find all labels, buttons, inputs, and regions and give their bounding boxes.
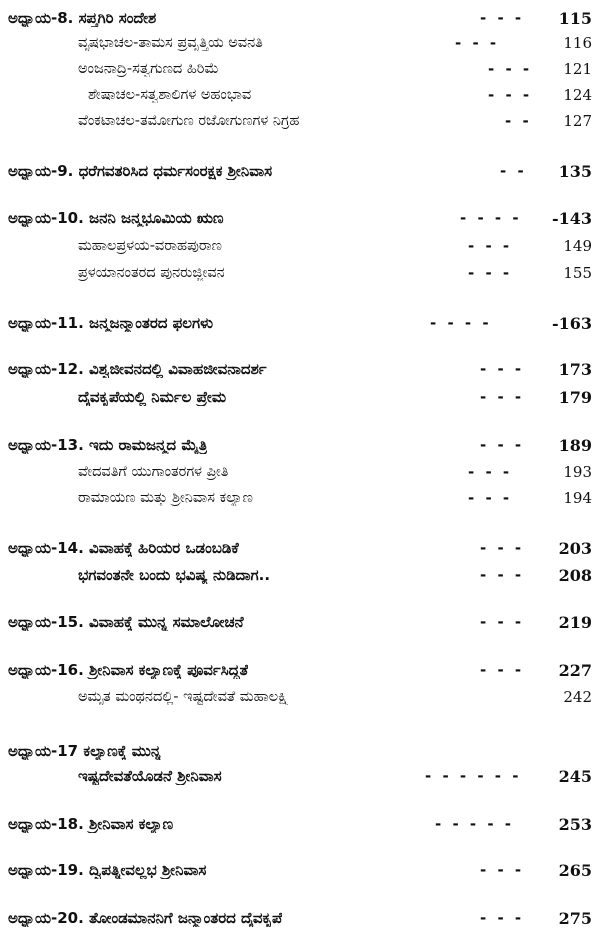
toc-entry — [0, 205, 600, 231]
section-title: ವೃಷಭಾಚಲ-ತಾಮಸ ಪ್ರವೃತ್ತಿಯ ಅವನತಿ — [78, 35, 263, 51]
leader-dashes: - - - — [455, 34, 500, 52]
toc-entry — [0, 609, 600, 635]
page-number: 189 — [558, 435, 592, 455]
page-number: 135 — [558, 161, 592, 181]
leader-dashes: - - - — [480, 436, 525, 454]
chapter-title: ಅಧ್ಯಾಯ-20. ತೋಂಡಮಾನನಿಗೆ ಜನ್ಮಾಂತರದ ದೈವಕೃಪೆ — [8, 909, 283, 927]
chapter-title: ಅಧ್ಯಾಯ-9. ಧರೆಗವತರಿಸಿದ ಧರ್ಮಸಂರಕ್ಷಕ ಶ್ರೀನಿವಾಸ — [8, 162, 273, 180]
page-number: 242 — [563, 688, 592, 706]
toc-entry — [0, 432, 600, 458]
page-number: 265 — [558, 860, 592, 880]
leader-dashes: - - - — [480, 661, 525, 679]
leader-dashes: - - - - — [430, 314, 492, 332]
chapter-title: ಅಧ್ಯಾಯ-11. ಜನ್ಮಜನ್ಮಾಂತರದ ಫಲಗಳು — [8, 314, 214, 332]
leader-dashes: - - - - - - — [425, 767, 522, 785]
leader-dashes: - - - — [480, 613, 525, 631]
toc-entry — [0, 763, 600, 789]
toc-entry — [0, 905, 600, 931]
chapter-title: ಅಧ್ಯಾಯ-18. ಶ್ರೀನಿವಾಸ ಕಲ್ಯಾಣ — [8, 815, 174, 833]
chapter-title: ಅಧ್ಯಾಯ-15. ವಿವಾಹಕ್ಕೆ ಮುನ್ನ ಸಮಾಲೋಚನೆ — [8, 613, 244, 631]
page-number: 149 — [563, 237, 592, 255]
page-number: -143 — [551, 208, 592, 228]
chapter-title: ಅಧ್ಯಾಯ-10. ಜನನಿ ಜನ್ಮಭೂಮಿಯ ಋಣ — [8, 209, 224, 227]
page-number: 155 — [563, 264, 592, 282]
toc-entry — [0, 485, 600, 511]
toc-entry — [0, 657, 600, 683]
section-title: ವೆಂಕಟಾಚಲ-ತಮೋಗುಣ ರಜೋಗುಣಗಳ ನಿಗ್ರಹ — [78, 113, 300, 129]
leader-dashes: - - - — [468, 264, 513, 282]
section-title: ಭಗವಂತನೇ ಬಂದು ಭವಿಷ್ಯ ನುಡಿದಾಗ.. — [78, 566, 271, 584]
page-number: 124 — [563, 86, 592, 104]
chapter-title: ಅಧ್ಯಾಯ-14. ವಿವಾಹಕ್ಕೆ ಹಿರಿಯರ ಒಡಂಬಡಿಕೆ — [8, 539, 239, 557]
chapter-title: ಅಧ್ಯಾಯ-8. ಸಪ್ತಗಿರಿ ಸಂದೇಶ — [8, 9, 157, 27]
toc-entry — [0, 811, 600, 837]
page-number: 121 — [563, 60, 592, 78]
page-number: 227 — [558, 660, 592, 680]
leader-dashes: - - - — [480, 9, 525, 27]
toc-entry — [0, 459, 600, 485]
page-number: 203 — [558, 538, 592, 558]
toc-entry — [0, 684, 600, 710]
toc-entry — [0, 233, 600, 259]
toc-entry — [0, 82, 600, 108]
chapter-title: ಅಧ್ಯಾಯ-19. ದ್ವಿಪತ್ನೀವಲ್ಲಭ ಶ್ರೀನಿವಾಸ — [8, 861, 207, 879]
section-title: ವೇದವತಿಗೆ ಯುಗಾಂತರಗಳ ಪ್ರೀತಿ — [78, 464, 229, 480]
page-number: 208 — [558, 565, 592, 585]
leader-dashes: - - - - — [460, 209, 522, 227]
page-number: 253 — [558, 814, 592, 834]
leader-dashes: - - - — [480, 909, 525, 927]
leader-dashes: - - - — [480, 388, 525, 406]
page-number: 194 — [563, 489, 592, 507]
toc-entry — [0, 158, 600, 184]
section-title: ಶೇಷಾಚಲ-ಸತ್ವಶಾಲಿಗಳ ಅಹಂಭಾವ — [88, 87, 252, 103]
page-number: 173 — [558, 359, 592, 379]
page-number: 245 — [558, 766, 592, 786]
section-title: ಪ್ರಳಯಾನಂತರದ ಪುನರುಜ್ಜೀವನ — [78, 265, 225, 281]
toc-entry — [0, 5, 600, 31]
leader-dashes: - - - — [488, 60, 533, 78]
toc-entry — [0, 260, 600, 286]
leader-dashes: - - — [500, 162, 527, 180]
page-number: -163 — [551, 313, 592, 333]
section-title: ದೈವಕೃಪೆಯಲ್ಲಿ ನಿರ್ಮಲ ಪ್ರೇಮ — [78, 388, 227, 406]
chapter-title: ಅಧ್ಯಾಯ-16. ಶ್ರೀನಿವಾಸ ಕಲ್ಯಾಣಕ್ಕೆ ಪೂರ್ವಸಿದ್ಧತೆ — [8, 661, 249, 679]
leader-dashes: - - — [505, 112, 532, 130]
section-title: ಅಮೃತ ಮಂಥನದಲ್ಲಿ- ಇಷ್ಟದೇವತೆ ಮಹಾಲಕ್ಷ್ಮಿ — [78, 689, 291, 705]
page-number: 193 — [563, 463, 592, 481]
leader-dashes: - - - — [480, 360, 525, 378]
toc-entry — [0, 56, 600, 82]
leader-dashes: - - - — [480, 566, 525, 584]
leader-dashes: - - - — [488, 86, 533, 104]
toc-entry — [0, 535, 600, 561]
leader-dashes: - - - — [480, 861, 525, 879]
page-number: 127 — [563, 112, 592, 130]
toc-entry — [0, 356, 600, 382]
leader-dashes: - - - — [480, 539, 525, 557]
section-title: ಇಷ್ಟದೇವತೆಯೊಡನೆ ಶ್ರೀನಿವಾಸ — [78, 767, 222, 785]
leader-dashes: - - - - - — [435, 815, 515, 833]
leader-dashes: - - - — [468, 489, 513, 507]
page-number: 179 — [558, 387, 592, 407]
chapter-title: ಅಧ್ಯಾಯ-13. ಇದು ರಾಮಜನ್ಮದ ಮೈತ್ರಿ — [8, 436, 208, 454]
page-number: 116 — [563, 34, 592, 52]
page-number: 219 — [558, 612, 592, 632]
chapter-title: ಅಧ್ಯಾಯ-12. ವಿಶ್ವಜೀವನದಲ್ಲಿ ವಿವಾಹಜೀವನಾದರ್ಶ — [8, 360, 267, 378]
leader-dashes: - - - — [468, 463, 513, 481]
toc-entry — [0, 857, 600, 883]
toc-entry — [0, 562, 600, 588]
section-title: ರಾಮಾಯಣ ಮತ್ತು ಶ್ರೀನಿವಾಸ ಕಲ್ಯಾಣ — [78, 490, 253, 506]
toc-entry — [0, 30, 600, 56]
section-title: ಮಹಾಲಪ್ರಳಯ-ವರಾಹಪುರಾಣ — [78, 238, 222, 254]
toc-entry — [0, 738, 600, 764]
toc-entry — [0, 384, 600, 410]
toc-entry — [0, 310, 600, 336]
section-title: ಅಂಜನಾದ್ರಿ-ಸತ್ವಗುಣದ ಹಿರಿಮೆ — [78, 61, 219, 77]
page-number: 275 — [558, 908, 592, 928]
toc-entry — [0, 108, 600, 134]
leader-dashes: - - - — [468, 237, 513, 255]
page-number: 115 — [558, 8, 592, 28]
chapter-title: ಅಧ್ಯಾಯ-17 ಕಲ್ಯಾಣಕ್ಕೆ ಮುನ್ನ — [8, 742, 162, 760]
